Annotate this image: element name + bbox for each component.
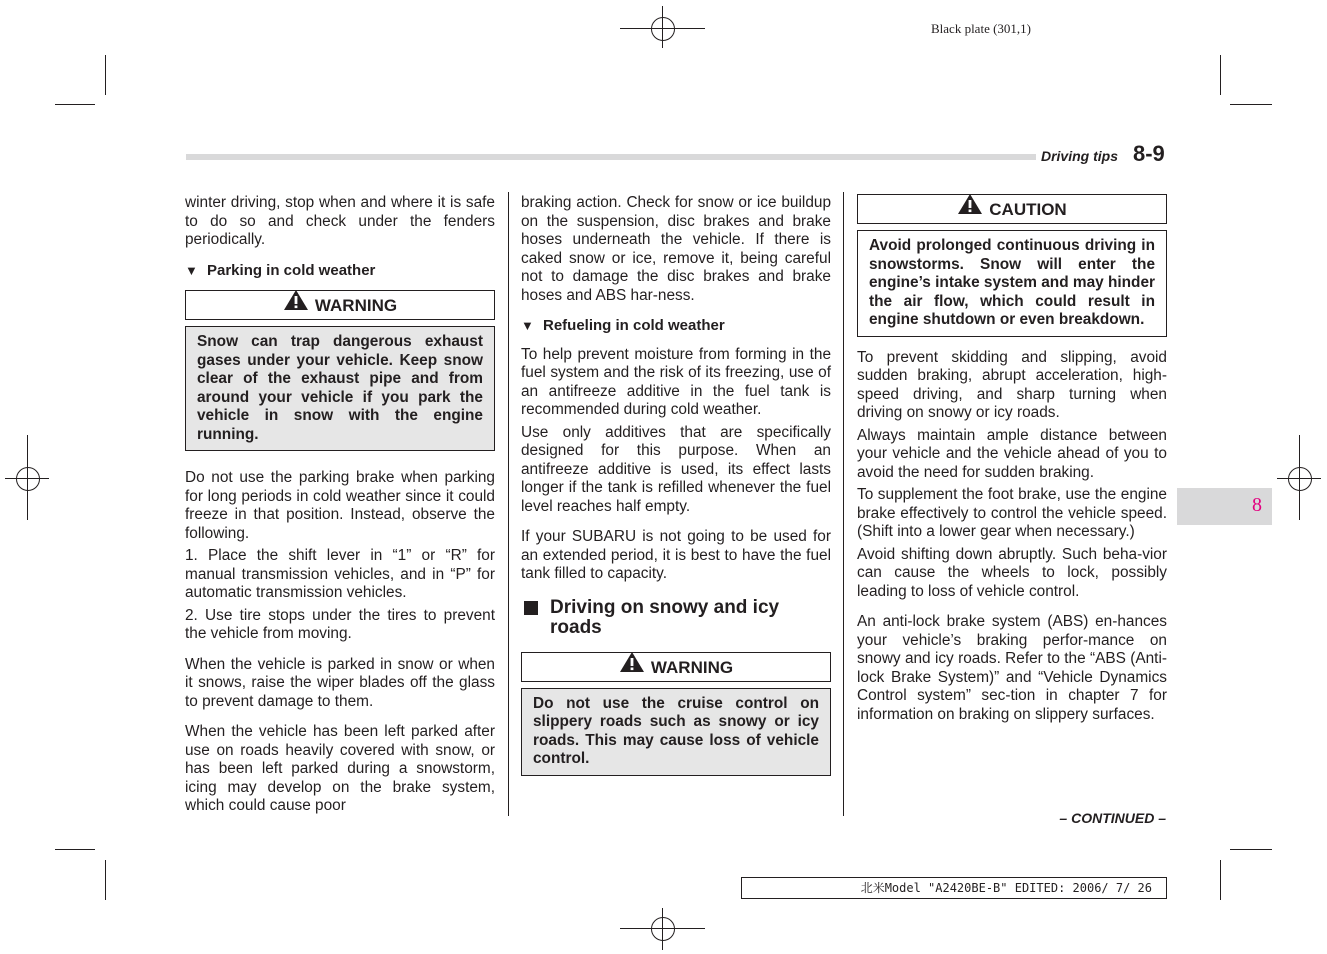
continued-label: – CONTINUED – xyxy=(1059,810,1166,826)
paragraph: An anti-lock brake system (ABS) en-hances your vehicle’s braking perfor-mance on snowy and icy roads. Refer to the “ABS (Anti-lock Brake System)” and “Vehicle Dynamics Control system” sec-tion in chapter 7 for information on braking on slippery surfaces. xyxy=(857,613,1167,723)
crop-mark xyxy=(105,55,106,95)
paragraph: To help prevent moisture from forming in the fuel system and the risk of its freezing, use of an antifreeze additive in the fuel tank is recommended during cold weather. xyxy=(521,345,831,418)
registration-circle xyxy=(1288,467,1312,491)
paragraph: To prevent skidding and slipping, avoid sudden braking, abrupt acceleration, high-speed driving, and sharp turning when driving on snowy or icy roads. xyxy=(857,348,1167,421)
paragraph: braking action. Check for snow or ice buildup on the suspension, disc brakes and brake hoses underneath the vehicle. If there is caked snow or ice, remove it, being careful not to damage the disc brakes and brake hoses and ABS har-ness. xyxy=(521,194,831,304)
crop-mark xyxy=(105,860,106,900)
paragraph: To supplement the foot brake, use the engine brake effectively to control the vehicle speed. (Shift into a lower gear when necessary.) xyxy=(857,486,1167,540)
warning-header xyxy=(521,652,831,682)
footer-text: 北米Model "A2420BE-B" EDITED: 2006/ 7/ 26 xyxy=(860,881,1152,895)
paragraph: Use only additives that are specifically designed for this purpose. When an antifreeze additive is used, its effect lasts longer if the tank is refilled whenever the fuel level reaches half empty. xyxy=(521,423,831,515)
paragraph: 1. Place the shift lever in “1” or “R” for manual transmission vehicles, and in “P” for automatic transmission vehicles. xyxy=(185,547,495,601)
section-heading xyxy=(521,598,831,638)
column-divider xyxy=(843,192,844,816)
paragraph: If your SUBARU is not going to be used for an extended period, it is best to have the fuel tank filled to capacity. xyxy=(521,528,831,582)
column-divider xyxy=(508,192,509,816)
chapter-tab xyxy=(1177,488,1272,525)
crop-mark xyxy=(55,849,95,850)
plate-label: Black plate (301,1) xyxy=(931,21,1031,36)
header-bar xyxy=(186,154,1036,160)
paragraph: Do not use the parking brake when parking for long periods in cold weather since it could freeze in that position. Instead, observe the following. xyxy=(185,469,495,542)
chapter-tab-label: 8 xyxy=(1252,494,1262,516)
warning-label: WARNING xyxy=(650,657,734,677)
subheading xyxy=(185,262,495,281)
registration-circle xyxy=(651,917,675,941)
paragraph: Always maintain ample distance between your vehicle and the vehicle ahead of you to avoid the need for sudden braking. xyxy=(857,426,1167,481)
section-heading-text: Driving on snowy and icy roads xyxy=(550,596,780,638)
warning-label: WARNING xyxy=(314,295,398,315)
warning-triangle-icon xyxy=(283,289,309,320)
square-bullet-icon xyxy=(524,601,538,615)
subheading xyxy=(521,317,831,336)
caution-header xyxy=(857,194,1167,224)
caution-label: CAUTION xyxy=(989,199,1067,219)
page-number: 8-9 xyxy=(1133,141,1165,166)
crop-mark xyxy=(1230,104,1272,105)
crop-mark xyxy=(1220,860,1221,900)
caution-body: Avoid prolonged continuous driving in snowstorms. Snow will enter the engine’s intake system and may hinder the air flow, which could result in engine shutdown or even breakdown. xyxy=(857,230,1167,337)
paragraph: winter driving, stop when and where it is safe to do so and check under the fenders periodically. xyxy=(185,194,495,248)
column-2 xyxy=(521,194,831,776)
warning-body: Do not use the cruise control on slippery roads such as snowy or icy roads. This may cause loss of vehicle control. xyxy=(521,688,831,776)
subheading-text: Parking in cold weather xyxy=(207,261,376,279)
warning-triangle-icon xyxy=(957,193,983,224)
subheading-text: Refueling in cold weather xyxy=(543,317,725,334)
warning-triangle-icon xyxy=(619,651,645,682)
triangle-down-icon: ▼ xyxy=(521,318,534,333)
triangle-down-icon: ▼ xyxy=(185,262,198,278)
paragraph: Avoid shifting down abruptly. Such beha-vior can cause the wheels to lock, possibly leading to loss of vehicle control. xyxy=(857,545,1167,600)
registration-circle xyxy=(16,467,40,491)
crop-mark xyxy=(1230,849,1272,850)
crop-mark xyxy=(1220,55,1221,95)
footer-box xyxy=(741,877,1167,899)
paragraph: When the vehicle is parked in snow or when it snows, raise the wiper blades off the glass to prevent damage to them. xyxy=(185,655,495,710)
paragraph: 2. Use tire stops under the tires to prevent the vehicle from moving. xyxy=(185,606,495,642)
registration-circle xyxy=(651,17,675,41)
crop-mark xyxy=(55,104,95,105)
section-title: Driving tips xyxy=(1040,148,1118,164)
warning-body: Snow can trap dangerous exhaust gases under your vehicle. Keep snow clear of the exhaust pipe and from around your vehicle if you park the vehicle in snow with the engine running. xyxy=(185,326,495,451)
warning-header xyxy=(185,290,495,320)
paragraph: When the vehicle has been left parked after use on roads heavily covered with snow, or has been left parked during a snowstorm, icing may develop on the brake system, which could cause poor xyxy=(185,723,495,814)
column-3 xyxy=(857,194,1167,728)
column-1 xyxy=(185,194,495,820)
